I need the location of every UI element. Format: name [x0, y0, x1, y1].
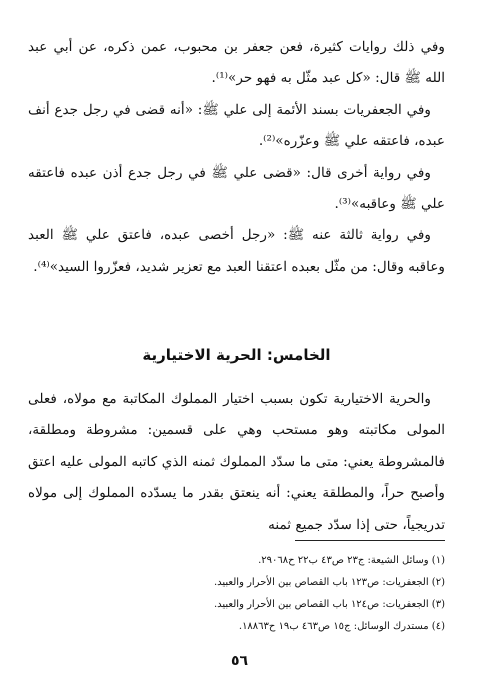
footnote-divider — [295, 540, 445, 541]
paragraph-4: وفي رواية ثالثة عنه ﷺ: «رجل أخصى عبده، فاعتق علي ﷺ العبد وعاقبه وقال: من مثّل بعبده اعتقنا العبد مع تعزير شديد، فعزّروا السيد»⁽⁴⁾. — [28, 227, 445, 275]
footnote-3: (٣) الجعفريات: ص١٢٤ باب القصاص بين الأحرار والعبيد. — [213, 599, 445, 610]
paragraph-1: وفي ذلك روايات كثيرة، فعن جعفر بن محبوب، عمن ذكره، عن أبي عبد الله ﷺ قال: «كل عبد مثّل به فهو حر»⁽¹⁾. — [28, 39, 445, 87]
main-text — [28, 32, 445, 283]
footnote-4: (٤) مستدرك الوسائل: ج١٥ ص٤٦٣ ب١٩ ح١٨٨٦٣. — [238, 621, 445, 632]
footnotes — [28, 550, 445, 638]
section-heading: الخامس: الحرية الاختيارية — [142, 346, 331, 364]
footnote-1: (١) وسائل الشيعة: ج٢٣ ص٤٣ ب٢٢ ح٢٩٠٦٨. — [258, 555, 445, 566]
section-paragraph: والحرية الاختيارية تكون بسبب اختيار المملوك المكاتبة مع مولاه، فعلى المولى مكاتبته وهو مستحب وهي على قسمين: مشروطة ومطلقة، فالمشروطة يعني: متى ما سدّد المملوك ثمنه الذي كاتبه المولى عليه اعتق وأصبح حراً، والمطلقة يعني: أنه ينعتق بقدر ما يسدّده المملوك إلى مولاه تدريجياً، حتى إذا سدّد جميع ثمنه — [28, 391, 445, 533]
page-number: ٥٦ — [230, 653, 249, 669]
footnote-2: (٢) الجعفريات: ص١٢٣ باب القصاص بين الأحرار والعبيد. — [213, 577, 445, 588]
section-body — [28, 384, 445, 541]
paragraph-2: وفي الجعفريات بسند الأئمة إلى علي ﷺ: «أنه قضى في رجل جدع أنف عبده، فاعتقه علي ﷺ وعزّره»⁽²⁾. — [28, 101, 445, 150]
paragraph-3: وفي رواية أخرى قال: «قضى علي ﷺ في رجل جدع أذن عبده فاعتقه علي ﷺ وعاقبه»⁽³⁾. — [28, 164, 445, 213]
